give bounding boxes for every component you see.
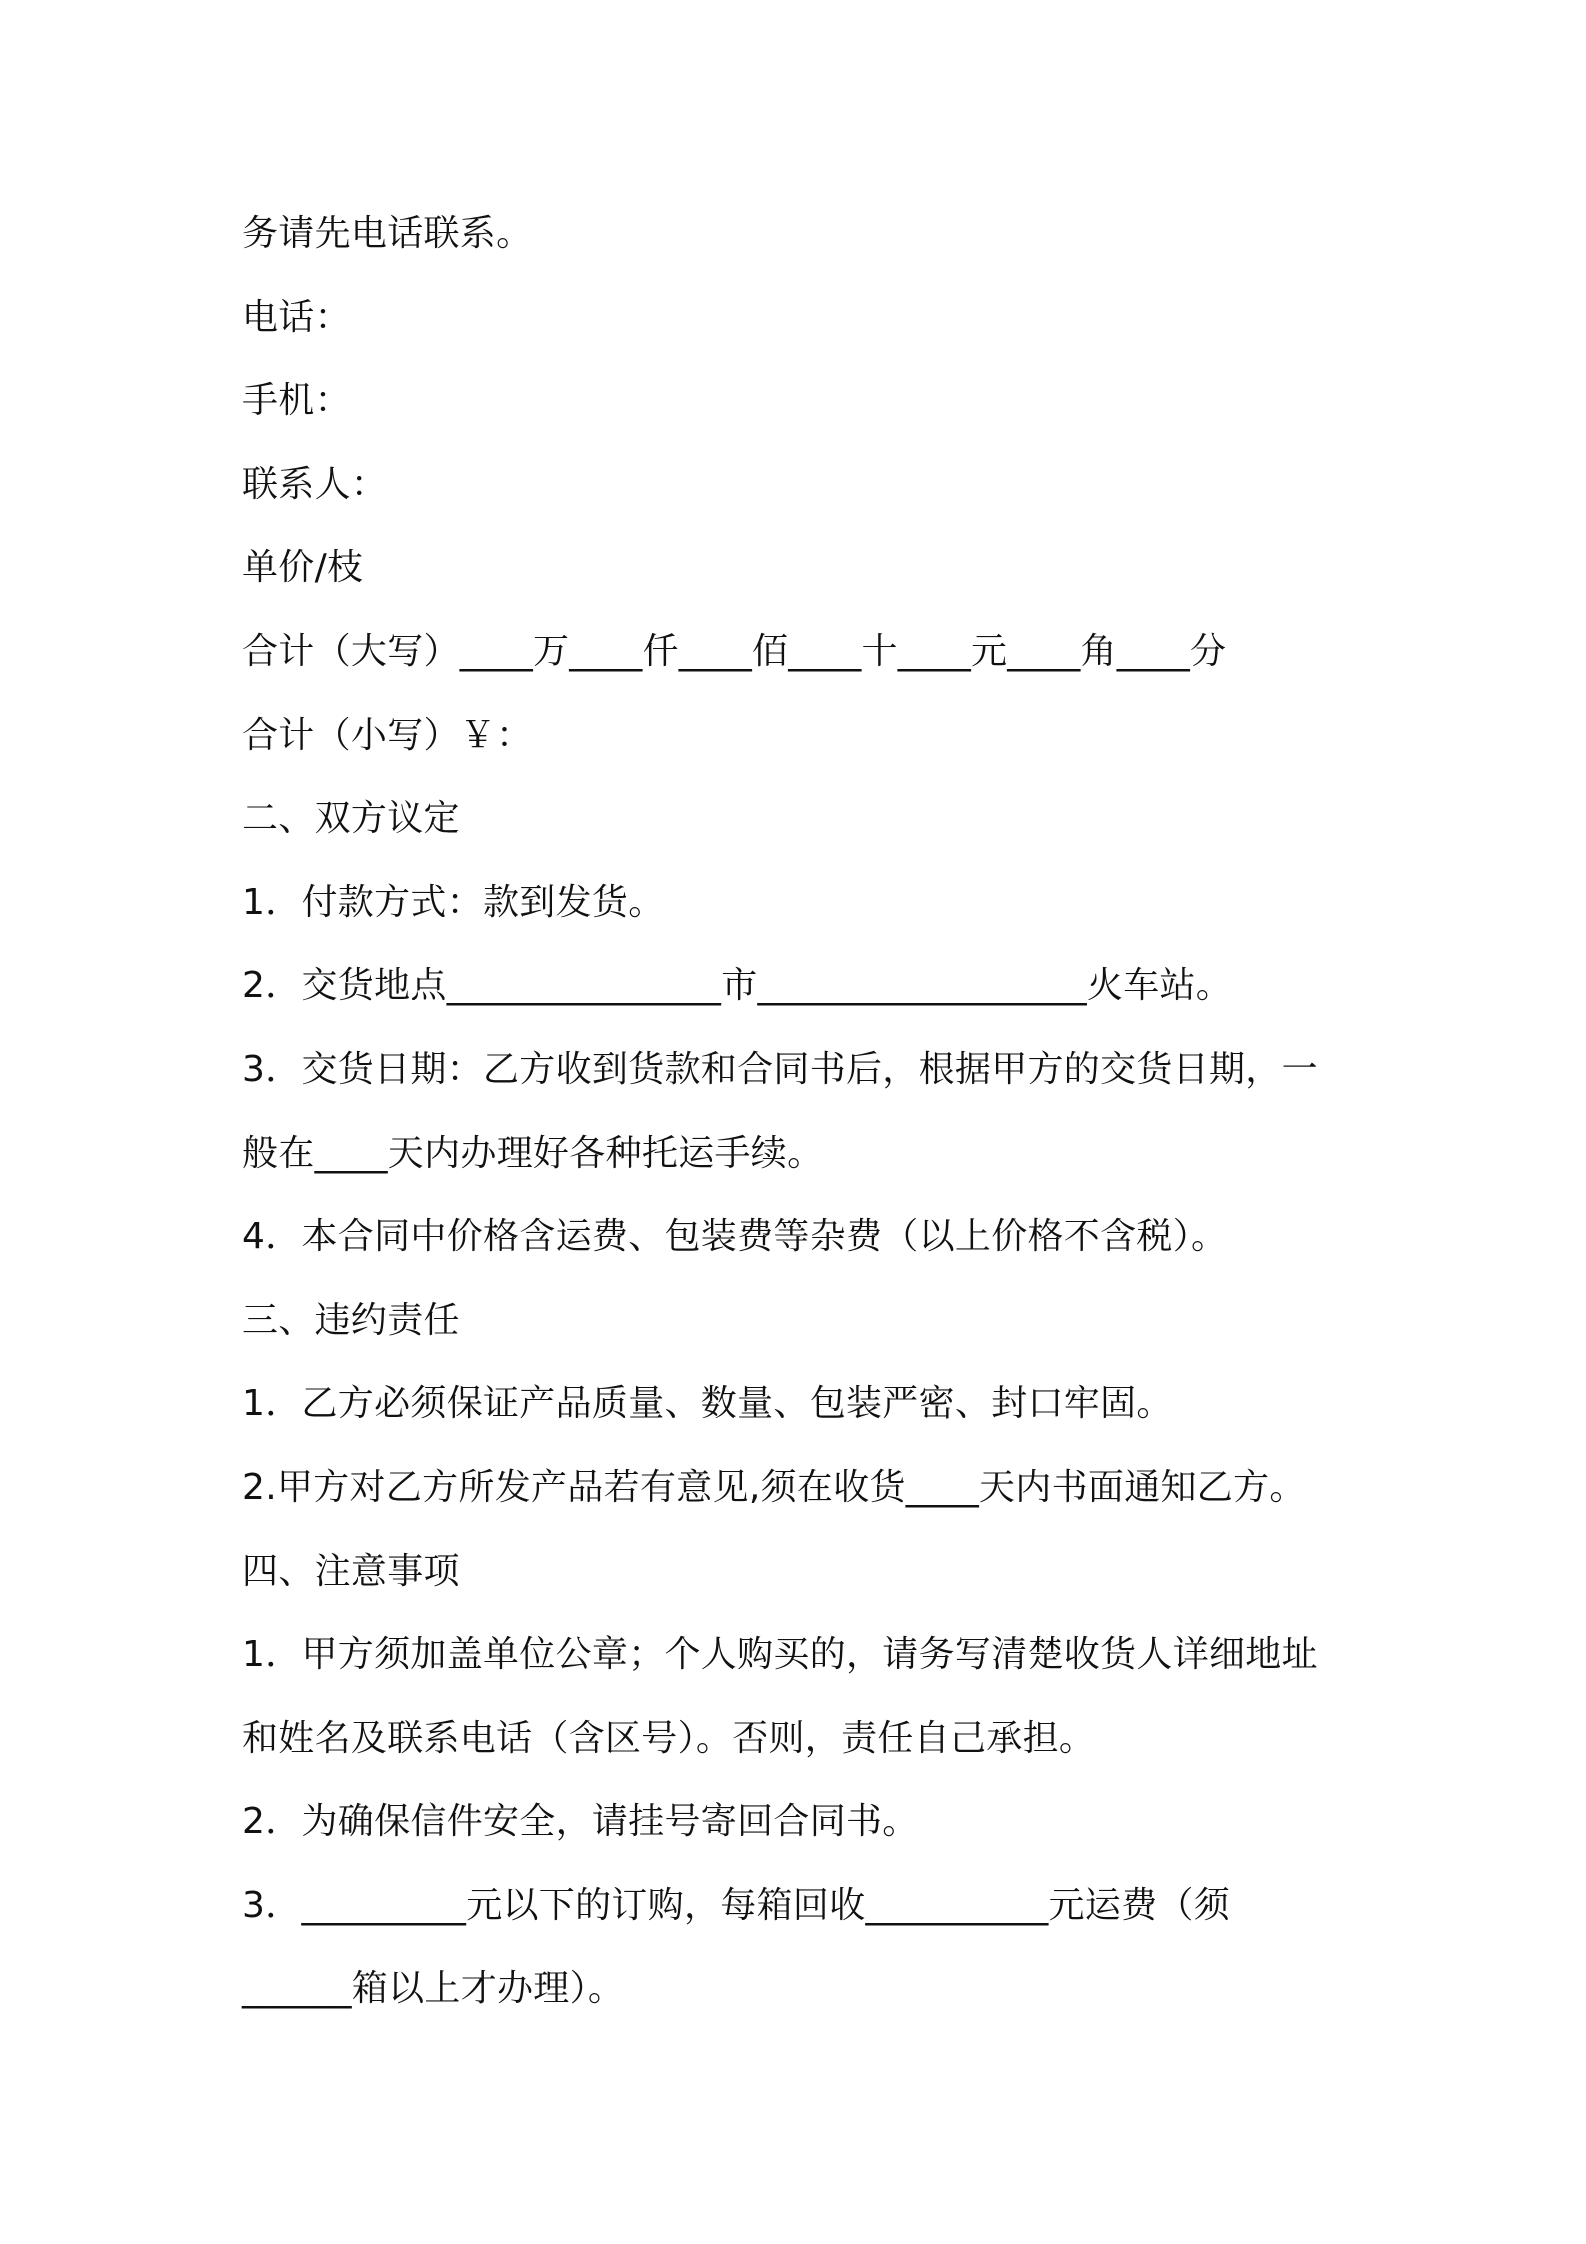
text-line-shipping-fee-continued: ______箱以上才办理）。 [242,1968,625,2010]
text-line-objection-notice: 2.甲方对乙方所发产品若有意见,须在收货____天内书面通知乙方。 [242,1466,1306,1508]
text-line-unit-price: 单价/枝 [242,547,364,589]
text-line-quality-guarantee: 1．乙方必须保证产品质量、数量、包装严密、封口牢固。 [242,1383,1173,1425]
section-heading-notes: 四、注意事项 [242,1550,460,1592]
text-line-total-lowercase: 合计（小写）￥： [242,714,533,756]
text-line-phone: 电话： [242,296,351,338]
text-line-registered-mail: 2．为确保信件安全，请挂号寄回合同书。 [242,1801,919,1843]
text-line-shipping-fee: 3．_________元以下的订购，每箱回收__________元运费（须 [242,1884,1231,1926]
text-line-company-seal-continued: 和姓名及联系电话（含区号）。否则，责任自己承担。 [242,1717,1096,1759]
section-heading-mutual-agreement: 二、双方议定 [242,798,460,840]
text-line-company-seal: 1．甲方须加盖单位公章；个人购买的，请务写清楚收货人详细地址 [242,1634,1318,1676]
text-line-delivery-date-continued: 般在____天内办理好各种托运手续。 [242,1132,824,1174]
text-line-delivery-date: 3．交货日期：乙方收到货款和合同书后，根据甲方的交货日期，一 [242,1048,1318,1090]
text-line-contact-note: 务请先电话联系。 [242,213,533,254]
section-heading-liability: 三、违约责任 [242,1299,460,1341]
text-line-payment-method: 1．付款方式：款到发货。 [242,881,665,923]
text-line-price-includes: 4．本合同中价格含运费、包装费等杂费（以上价格不含税）。 [242,1216,1228,1258]
text-line-contact-person: 联系人： [242,463,388,505]
document-body [242,192,1362,2031]
text-line-delivery-location: 2．交货地点_______________市__________________火车站。 [242,965,1233,1007]
text-line-mobile: 手机： [242,380,351,422]
text-line-total-uppercase: 合计（大写）____万____仟____佰____十____元____角____分 [242,630,1227,672]
